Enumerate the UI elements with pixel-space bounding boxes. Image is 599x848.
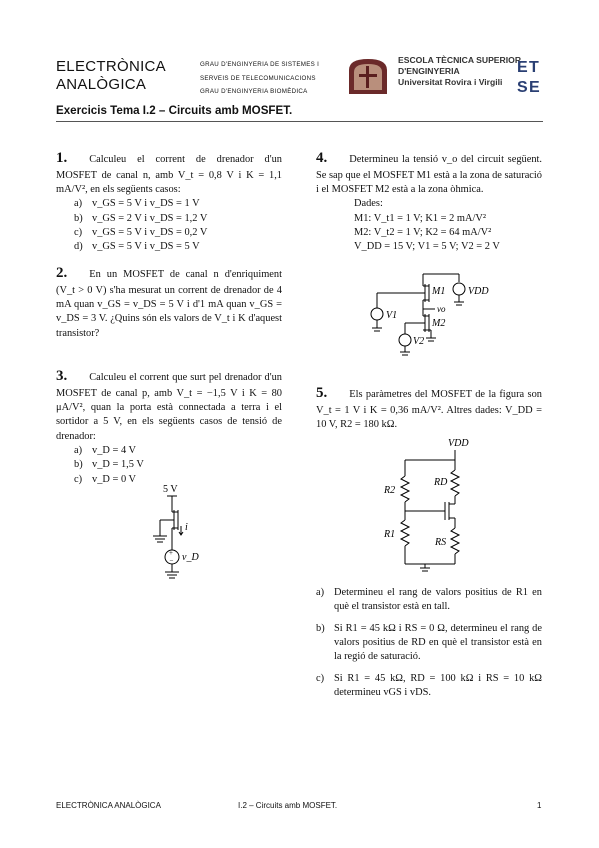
case-item: b) v_GS = 2 V i v_DS = 1,2 V — [74, 212, 208, 224]
school-line-3: Universitat Rovira i Virgili — [398, 77, 503, 87]
r1-label: R1 — [384, 529, 396, 540]
question-text: Els paràmetres del MOSFET de la figura son V_t = 1 V i K = 0,36 mA/V². Altres dades: V_DD = 10 V, R2 = 180 kΩ. — [316, 389, 542, 431]
degree-list — [200, 58, 319, 99]
question-text: Determineu la tensió v_o del circuit següent. Se sap que el MOSFET M1 està a la zona de saturació i el MOSFET M2 està a la zona òhmica. — [316, 154, 542, 196]
question-4 — [316, 148, 542, 255]
rs-label: RS — [435, 537, 447, 548]
supply-label: 5 V — [163, 484, 178, 495]
degree-1: GRAU D'ENGINYERIA DE SISTEMES I — [200, 61, 320, 68]
question-5-parts — [316, 586, 542, 701]
question-2 — [56, 263, 282, 341]
degree-3: GRAU D'ENGINYERIA BIOMÈDICA — [200, 88, 308, 95]
case-item: d) v_GS = 5 V i v_DS = 5 V — [74, 241, 200, 253]
footer-chapter: I.2 – Circuits amb MOSFET. — [238, 801, 338, 810]
v1-label: V1 — [386, 310, 398, 321]
svg-text:−: − — [169, 557, 174, 565]
school-line-2: D'ENGINYERIA — [398, 66, 460, 76]
rd-label: RD — [434, 477, 448, 488]
school-line-1: ESCOLA TÈCNICA SUPERIOR — [398, 55, 522, 65]
pmos-circuit-diagram — [130, 482, 220, 582]
question-1-cases — [74, 197, 282, 254]
question-number: 5. — [316, 385, 328, 401]
given-title: Dades: — [354, 198, 383, 210]
footer-course: ELECTRÒNICA ANALÒGICA — [56, 801, 161, 810]
v2-label: V2 — [413, 336, 425, 347]
two-mosfet-circuit-diagram — [355, 272, 505, 364]
current-label: i — [185, 522, 188, 533]
given-line: M1: V_t1 = 1 V; K1 = 2 mA/V² — [354, 212, 487, 224]
r2-label: R2 — [384, 485, 396, 496]
given-data — [354, 197, 542, 254]
given-line: V_DD = 15 V; V1 = 5 V; V2 = 2 V — [354, 241, 500, 253]
course-line-2: ANALÒGICA — [56, 76, 147, 93]
vo-label: vo — [437, 304, 446, 314]
page-title: Exercicis Tema I.2 – Circuits amb MOSFET. — [56, 104, 293, 117]
title-divider — [56, 121, 543, 122]
svg-text:T: T — [529, 59, 539, 76]
given-line: M2: V_t2 = 1 V; K2 = 64 mA/V² — [354, 227, 492, 239]
vdd-label: VDD — [448, 438, 469, 449]
question-number: 4. — [316, 150, 328, 166]
case-item: c) v_D = 0 V — [74, 473, 137, 485]
part-item: b) Si R1 = 45 kΩ i RS = 0 Ω, determineu el rang de valors positius de RD en què el transistor està en la regió de saturació. — [316, 622, 542, 663]
case-item: a) v_GS = 5 V i v_DS = 1 V — [74, 198, 200, 210]
etse-logo — [516, 55, 544, 95]
degree-2: SERVEIS DE TELECOMUNICACIONS — [200, 74, 316, 82]
case-item: b) v_D = 1,5 V — [74, 459, 144, 471]
question-3-cases — [74, 444, 282, 487]
bias-circuit-diagram — [380, 434, 490, 576]
question-number: 2. — [56, 265, 68, 281]
svg-text:+: + — [169, 549, 173, 557]
university-seal-icon — [345, 56, 391, 96]
question-3 — [56, 366, 282, 487]
question-1 — [56, 148, 282, 255]
question-text: Calculeu el corrent de drenador d'un MOSFET de canal n, amb V_t = 0,8 V i K = 1,1 mA/V², en els següents casos: — [56, 154, 282, 196]
svg-text:E: E — [529, 79, 540, 95]
question-5 — [316, 383, 542, 432]
svg-text:E: E — [517, 59, 528, 76]
page-number: 1 — [537, 801, 542, 810]
case-item: c) v_GS = 5 V i v_DS = 0,2 V — [74, 227, 208, 239]
question-text: En un MOSFET de canal n d'enriquiment (V_t > 0 V) s'ha mesurat un corrent de drenador de 4 mA quan v_GS = v_DS = 5 V i d'1 mA quan v_GS = v_DS = 3 V. ¿Quins són els valors de V_t i K d'aquest transistor? — [56, 269, 282, 339]
part-item: a) Determineu el rang de valors positius de R1 en què el transistor està en tall. — [316, 587, 542, 613]
course-line-1: ELECTRÒNICA — [56, 58, 166, 75]
case-item: a) v_D = 4 V — [74, 445, 137, 457]
question-text: Calculeu el corrent que surt pel drenador d'un MOSFET de canal p, amb V_t = −1,5 V i K = 80 μA/V², quan la porta està connectada a terra i el sortidor a 5 V, en els següents casos de tensió de drenador: — [56, 372, 282, 442]
svg-text:S: S — [517, 79, 528, 95]
course-title — [56, 58, 166, 94]
vdd-label: VDD — [468, 286, 489, 297]
source-label: v_D — [182, 552, 199, 563]
question-number: 3. — [56, 368, 68, 384]
part-item: c) Si R1 = 45 kΩ, RD = 100 kΩ i RS = 10 kΩ determineu vGS i vDS. — [316, 672, 542, 699]
m1-label: M1 — [432, 286, 446, 297]
school-name — [398, 55, 521, 88]
question-number: 1. — [56, 150, 68, 166]
m2-label: M2 — [432, 318, 446, 329]
